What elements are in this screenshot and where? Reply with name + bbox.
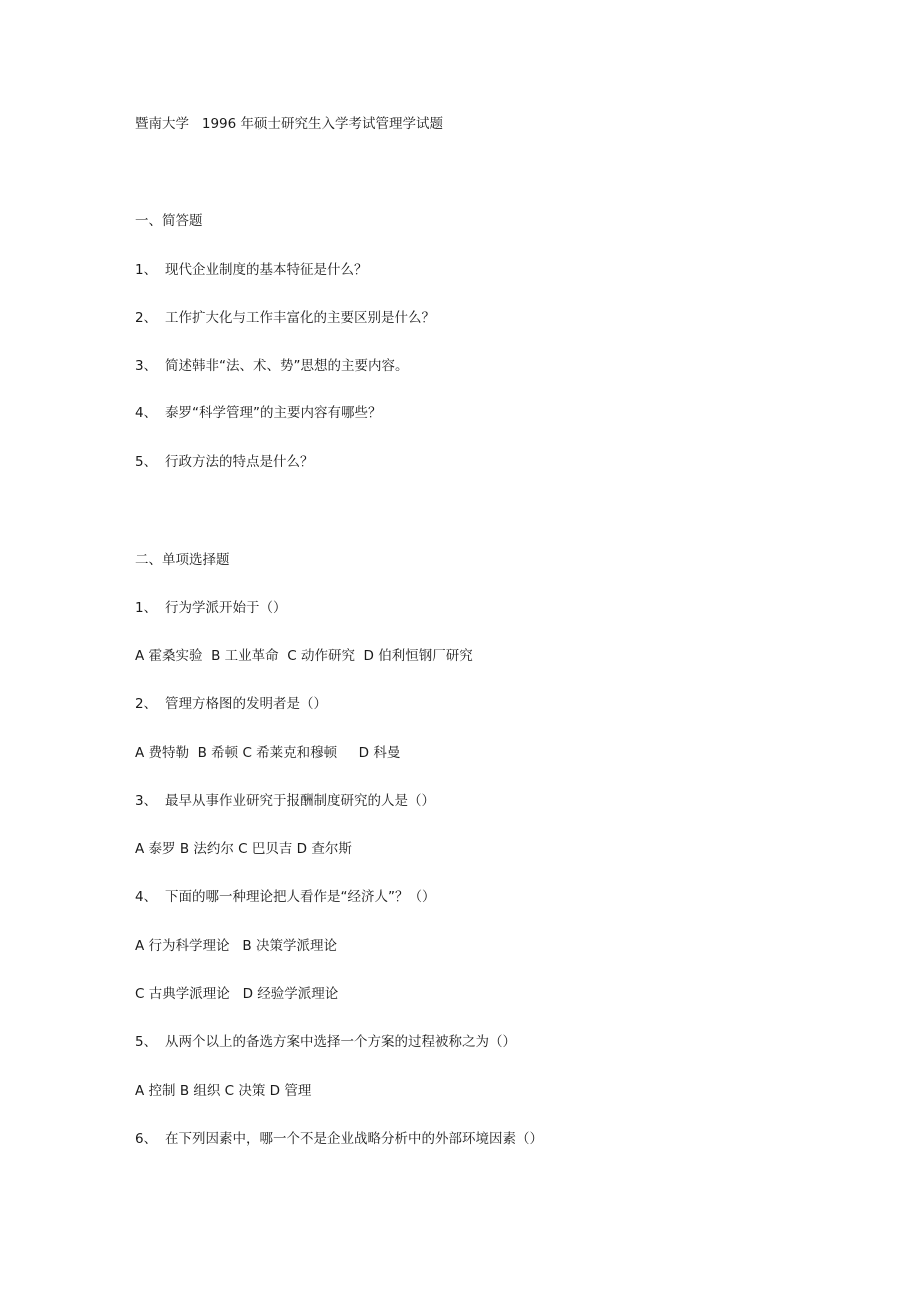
s2-question-3 — [135, 792, 435, 810]
question-text: 最早从事作业研究于报酬制度研究的人是（） — [165, 793, 435, 809]
question-number: 3、 — [135, 358, 158, 374]
s2-question-6 — [135, 1130, 543, 1148]
question-text: 在下列因素中，哪一个不是企业战略分析中的外部环境因素（） — [165, 1131, 543, 1147]
question-number: 2、 — [135, 696, 158, 712]
section-2-heading: 二、单项选择题 — [135, 552, 230, 568]
s1-question-4 — [135, 404, 382, 422]
question-text: 现代企业制度的基本特征是什么？ — [165, 262, 368, 278]
question-text: 从两个以上的备选方案中选择一个方案的过程被称之为（） — [165, 1034, 516, 1050]
s2-question-2-options: A 费特勒 B 希顿 C 希莱克和穆顿 D 科曼 — [135, 745, 401, 761]
question-text: 简述韩非“法、术、势”思想的主要内容。 — [165, 358, 409, 374]
question-number: 3、 — [135, 793, 158, 809]
s2-question-2 — [135, 695, 327, 713]
s2-question-1-options: A 霍桑实验 B 工业革命 C 动作研究 D 伯利恒钢厂研究 — [135, 648, 473, 664]
s2-question-5-options: A 控制 B 组织 C 决策 D 管理 — [135, 1083, 312, 1099]
section-1-heading: 一、简答题 — [135, 213, 203, 229]
s2-question-4-options-line-2: C 古典学派理论 D 经验学派理论 — [135, 986, 339, 1002]
question-number: 6、 — [135, 1131, 158, 1147]
s2-question-4 — [135, 888, 436, 906]
question-text: 工作扩大化与工作丰富化的主要区别是什么？ — [165, 310, 435, 326]
question-text: 泰罗“科学管理”的主要内容有哪些？ — [165, 405, 382, 421]
s1-question-5 — [135, 453, 314, 471]
question-number: 4、 — [135, 405, 158, 421]
question-text: 行为学派开始于（） — [165, 600, 287, 616]
s1-question-2 — [135, 309, 435, 327]
s2-question-5 — [135, 1033, 516, 1051]
question-text: 下面的哪一种理论把人看作是“经济人”？（） — [165, 889, 436, 905]
question-number: 2、 — [135, 310, 158, 326]
question-text: 行政方法的特点是什么？ — [165, 454, 314, 470]
question-text: 管理方格图的发明者是（） — [165, 696, 327, 712]
document-title: 暨南大学 1996 年硕士研究生入学考试管理学试题 — [135, 116, 444, 132]
question-number: 5、 — [135, 454, 158, 470]
question-number: 1、 — [135, 600, 158, 616]
question-number: 4、 — [135, 889, 158, 905]
s1-question-3 — [135, 357, 409, 375]
question-number: 5、 — [135, 1034, 158, 1050]
s2-question-4-options-line-1: A 行为科学理论 B 决策学派理论 — [135, 938, 337, 954]
s2-question-1 — [135, 599, 287, 617]
s1-question-1 — [135, 261, 368, 279]
s2-question-3-options: A 泰罗 B 法约尔 C 巴贝吉 D 查尔斯 — [135, 841, 352, 857]
question-number: 1、 — [135, 262, 158, 278]
